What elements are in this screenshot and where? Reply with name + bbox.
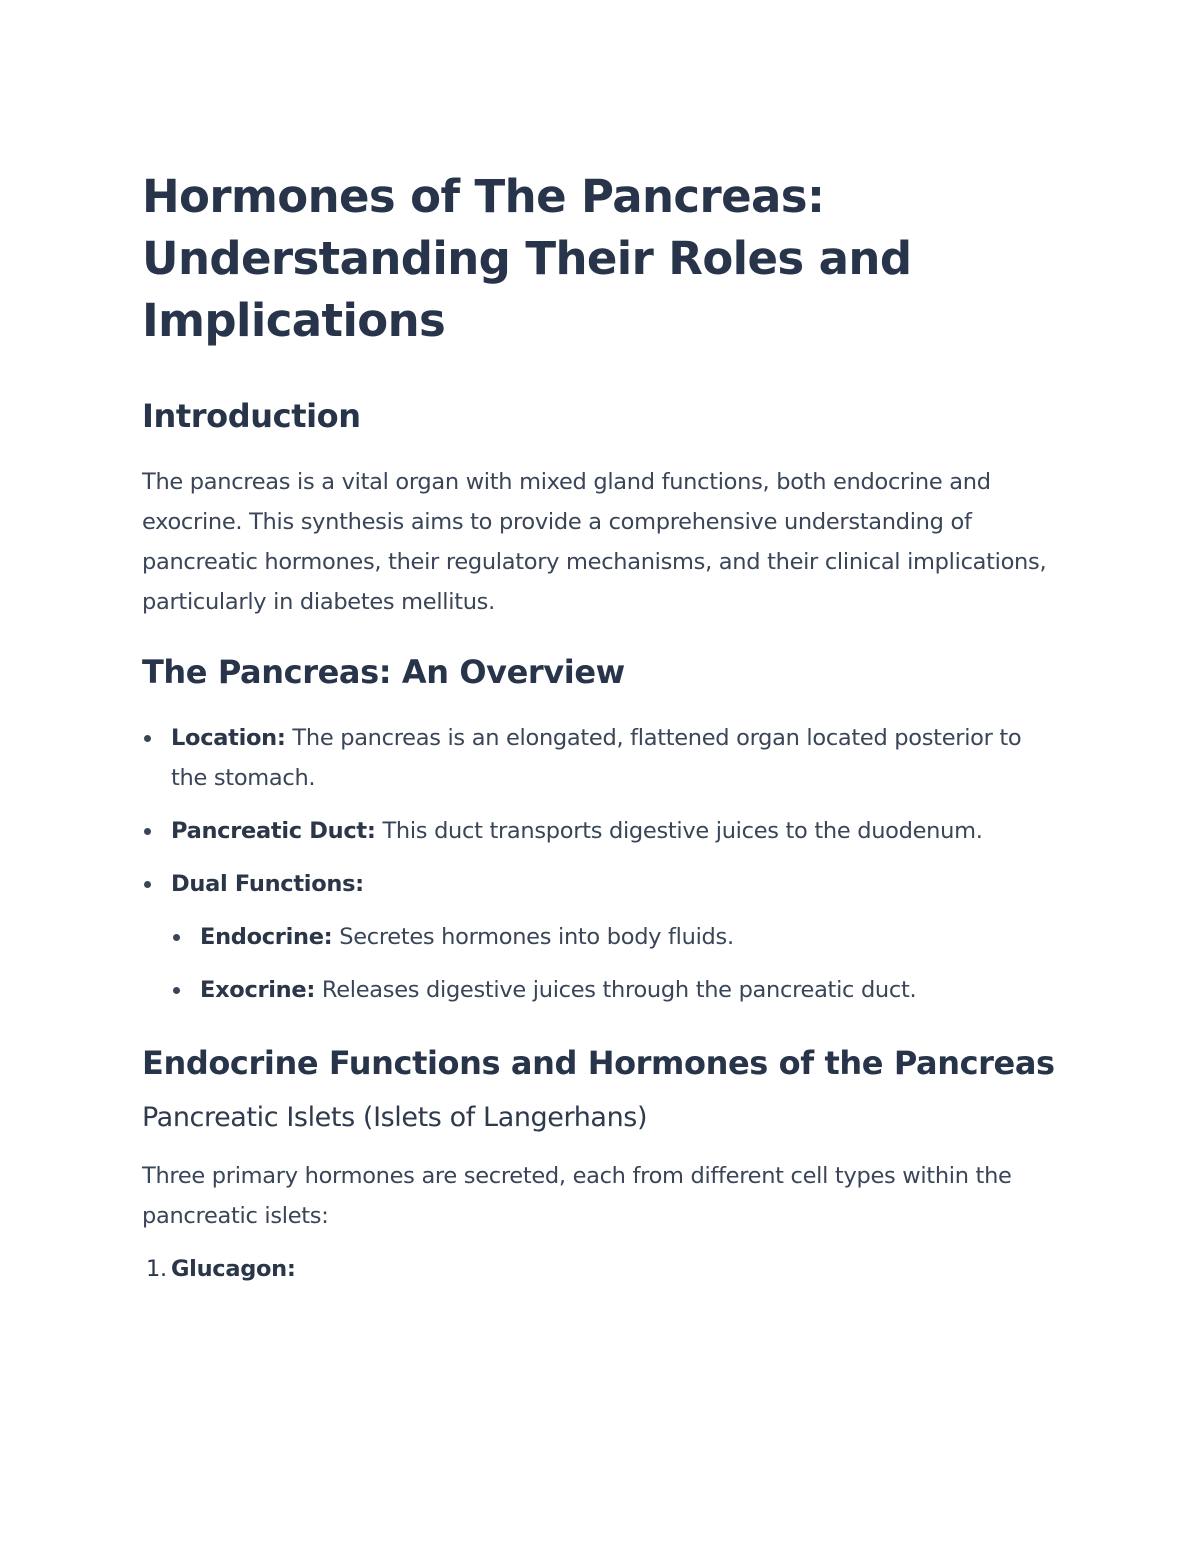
list-item-pancreatic-duct	[142, 811, 1062, 851]
list-item-label: Location:	[171, 725, 286, 751]
bullet-icon	[173, 987, 180, 994]
sublist-item-endocrine	[171, 917, 1062, 957]
sublist-item-text: Releases digestive juices through the pancreatic duct.	[315, 977, 917, 1003]
list-item-label: Pancreatic Duct:	[171, 818, 376, 844]
bullet-icon	[144, 828, 151, 835]
list-item-text: This duct transports digestive juices to the duodenum.	[375, 818, 983, 844]
hormone-list	[142, 1249, 1062, 1289]
islets-paragraph: Three primary hormones are secreted, each from different cell types within the pancreatic islets:	[142, 1163, 1012, 1229]
endocrine-heading: Endocrine Functions and Hormones of the Pancreas	[142, 1044, 1055, 1082]
list-item-location	[142, 718, 1062, 798]
hormone-item-glucagon	[142, 1249, 1062, 1289]
document-title: Hormones of The Pancreas: Understanding Their Roles and Implications	[142, 170, 912, 347]
sublist-item-exocrine	[171, 970, 1062, 1010]
overview-heading: The Pancreas: An Overview	[142, 653, 625, 691]
list-number: 1.	[146, 1256, 167, 1282]
sublist-item-text: Secretes hormones into body fluids.	[332, 924, 734, 950]
bullet-icon	[144, 735, 151, 742]
sublist-item-label: Endocrine:	[200, 924, 333, 950]
dual-functions-sublist	[171, 917, 1062, 1010]
islets-subheading: Pancreatic Islets (Islets of Langerhans)	[142, 1102, 648, 1133]
introduction-heading: Introduction	[142, 397, 361, 435]
bullet-icon	[173, 934, 180, 941]
list-item-dual-functions	[142, 864, 1062, 1010]
list-item-text: The pancreas is an elongated, flattened organ located posterior to the stomach.	[171, 725, 1022, 791]
sublist-item-label: Exocrine:	[200, 977, 316, 1003]
hormone-label: Glucagon:	[171, 1256, 296, 1282]
introduction-paragraph: The pancreas is a vital organ with mixed gland functions, both endocrine and exocrine. This synthesis aims to provide a comprehensive understanding of pancreatic hormones, their regulatory mechanisms, and their clinical implications, particularly in diabetes mellitus.	[142, 469, 1047, 615]
overview-list	[142, 718, 1062, 1010]
list-item-label: Dual Functions:	[171, 871, 364, 897]
bullet-icon	[144, 881, 151, 888]
document-content	[142, 166, 1062, 1289]
